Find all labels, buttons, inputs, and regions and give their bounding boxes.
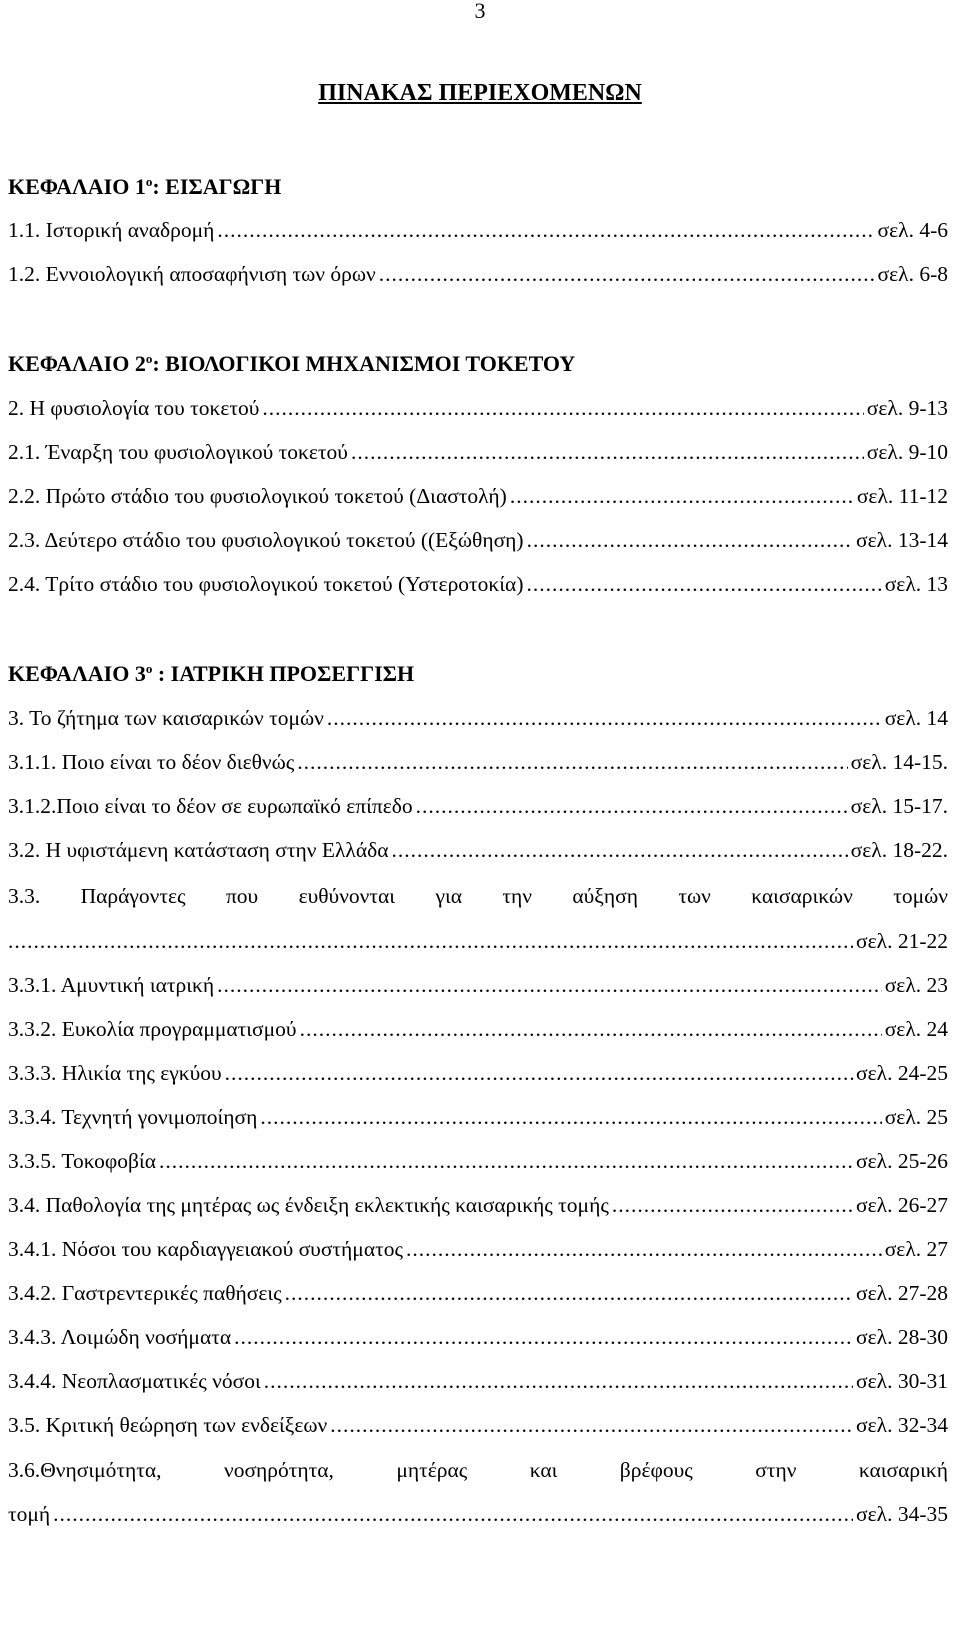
- toc-entry-3-4-3[interactable]: 3.4.3. Λοιμώδη νοσήματα ..... σελ. 28-30: [8, 1322, 948, 1352]
- toc-entry-3-1-2[interactable]: 3.1.2.Ποιο είναι το δέον σε ευρωπαϊκό επίπεδο ..... σελ. 15-17.: [8, 791, 948, 821]
- toc-entry-2-4[interactable]: 2.4. Τρίτο στάδιο του φυσιολογικού τοκετού (Υστεροτοκία) ..... σελ. 13: [8, 569, 948, 599]
- toc-entry-2-1[interactable]: 2.1. Έναρξη του φυσιολογικού τοκετού ..... σελ. 9-10: [8, 437, 948, 467]
- toc-entry-3-3-3[interactable]: 3.3.3. Ηλικία της εγκύου ..... σελ. 24-25: [8, 1058, 948, 1088]
- toc-entry-3-3-4[interactable]: 3.3.4. Τεχνητή γονιμοποίηση ..... σελ. 25: [8, 1102, 948, 1132]
- toc-entry-2-3[interactable]: 2.3. Δεύτερο στάδιο του φυσιολογικού τοκετού ((Εξώθηση) ..... σελ. 13-14: [8, 525, 948, 555]
- toc-entry-2-2[interactable]: 2.2. Πρώτο στάδιο του φυσιολογικού τοκετού (Διαστολή) ..... σελ. 11-12: [8, 481, 948, 511]
- toc-entry-3-4-1[interactable]: 3.4.1. Νόσοι του καρδιαγγειακού συστήματος ..... σελ. 27: [8, 1234, 948, 1264]
- toc-entry-3-4[interactable]: 3.4. Παθολογία της μητέρας ως ένδειξη εκλεκτικής καισαρικής τομής ..... σελ. 26-27: [8, 1190, 948, 1220]
- toc-entry-3-3-1[interactable]: 3.3.1. Αμυντική ιατρική ..... σελ. 23: [8, 970, 948, 1000]
- toc-entry-3-3-2[interactable]: 3.3.2. Ευκολία προγραμματισμού ..... σελ. 24: [8, 1014, 948, 1044]
- toc-entry-3-3-5[interactable]: 3.3.5. Τοκοφοβία ..... σελ. 25-26: [8, 1146, 948, 1176]
- toc-entry-3-4-2[interactable]: 3.4.2. Γαστρεντερικές παθήσεις ..... σελ. 27-28: [8, 1278, 948, 1308]
- toc-entry-3-4-4[interactable]: 3.4.4. Νεοπλασματικές νόσοι ..... σελ. 30-31: [8, 1366, 948, 1396]
- chapter-2-heading: ΚΕΦΑΛΑΙΟ $2^o$: ΒΙΟΛΟΓΙΚΟΙ ΜΗΧΑΝΙΣΜΟΙ ΤΟΚΕΤΟΥ: [8, 351, 576, 376]
- toc-title: ΠΙΝΑΚΑΣ ΠΕΡΙΕΧΟΜΕΝΩΝ: [318, 80, 642, 106]
- toc-entry-3-5[interactable]: 3.5. Κριτική θεώρηση των ενδείξεων ..... σελ. 32-34: [8, 1410, 948, 1440]
- toc-entry-2[interactable]: 2. Η φυσιολογία του τοκετού ..... σελ. 9-13: [8, 393, 948, 423]
- toc-entry-3-3-line-1[interactable]: 3.3. Παράγοντες που ευθύνονται για την αύξηση των καισαρικών τομών: [8, 884, 948, 908]
- toc-entry-3-6-line-1[interactable]: 3.6.Θνησιμότητα, νοσηρότητα, μητέρας και βρέφους στην καισαρική: [8, 1458, 948, 1482]
- toc-entry-3-6-line-2[interactable]: τομή ..... σελ. 34-35: [8, 1499, 948, 1529]
- toc-entry-1-2[interactable]: 1.2. Εννοιολογική αποσαφήνιση των όρων ..... σελ. 6-8: [8, 259, 948, 289]
- toc-entry-3[interactable]: 3. Το ζήτημα των καισαρικών τομών ..... σελ. 14: [8, 703, 948, 733]
- toc-entry-1-1[interactable]: 1.1. Ιστορική αναδρομή ..... σελ. 4-6: [8, 215, 948, 245]
- page-number: 3: [474, 0, 486, 23]
- toc-entry-3-1-1[interactable]: 3.1.1. Ποιο είναι το δέον διεθνώς ..... σελ. 14-15.: [8, 747, 948, 777]
- chapter-3-heading: ΚΕΦΑΛΑΙΟ $3^o$ : ΙΑΤΡΙΚΗ ΠΡΟΣΕΓΓΙΣΗ: [8, 661, 415, 686]
- chapter-1-heading: ΚΕΦΑΛΑΙΟ $1^o$: ΕΙΣΑΓΩΓΗ: [8, 174, 282, 199]
- toc-entry-3-2[interactable]: 3.2. Η υφιστάμενη κατάσταση στην Ελλάδα ..... σελ. 18-22.: [8, 835, 948, 865]
- toc-entry-3-3-line-2[interactable]: ..... σελ. 21-22: [8, 926, 948, 956]
